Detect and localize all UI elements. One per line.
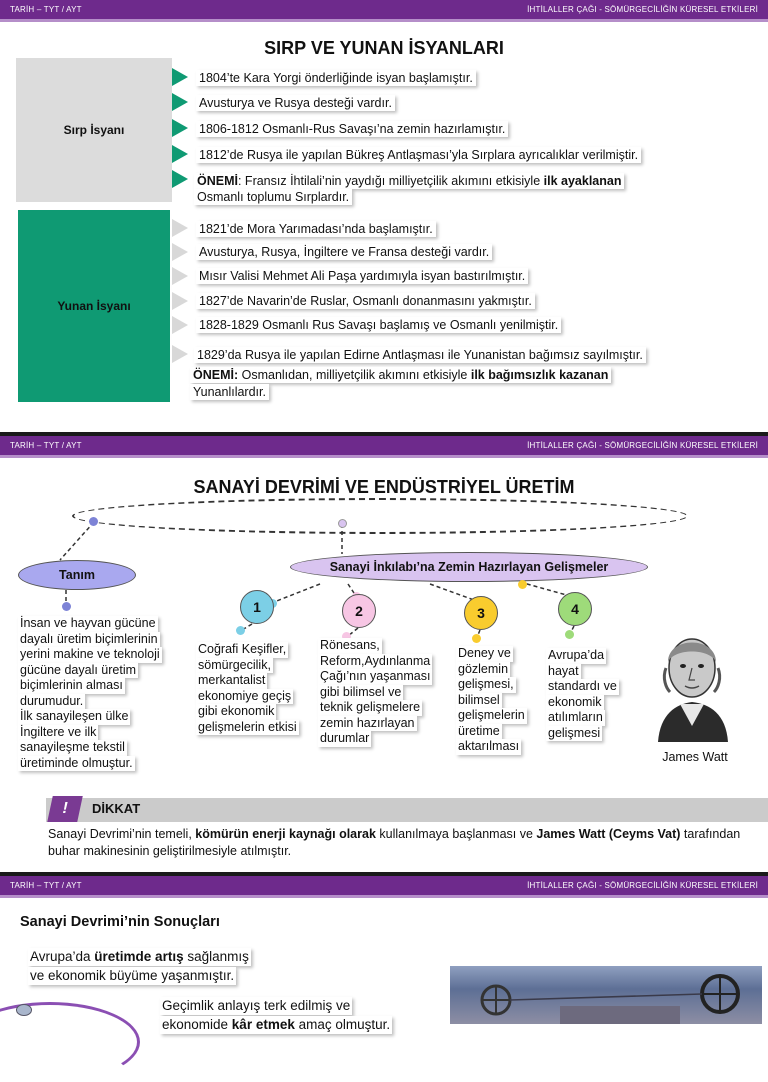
text-line: İnsan ve hayvan gücüne [20, 616, 156, 630]
arrow-icon [172, 292, 188, 310]
arrow-icon [172, 119, 188, 137]
sirp-item-4: 1812’de Rusya ile yapılan Bükreş Antlaşması’yla Sırplara ayrıcalıklar verilmiştir. [196, 147, 641, 163]
yunan-label: Yunan İsyanı [57, 299, 131, 313]
text-part: amaç olmuştur. [294, 1017, 391, 1032]
num-circle-4: 4 [558, 592, 592, 626]
sirp-item-2: Avusturya ve Rusya desteği vardır. [196, 95, 395, 111]
num-circle-1: 1 [240, 590, 274, 624]
text-line: Çağı’nın yaşanması [320, 669, 431, 683]
dot-marker [89, 517, 98, 526]
header-unit: İHTİLALLER ÇAĞI - SÖMÜRGECİLİĞİN KÜRESEL ETKİLERİ [527, 881, 758, 890]
yunan-item-2: Avusturya, Rusya, İngiltere ve Fransa desteği vardır. [196, 244, 492, 260]
text-line: yerini makine ve teknoloji [20, 647, 160, 661]
text-line: İngiltere ve ilk [20, 724, 97, 739]
tanim-oval [18, 560, 136, 590]
text-part: sağlanmış [183, 949, 249, 964]
sirp-box [16, 58, 172, 202]
arrow-icon [172, 243, 188, 261]
text-line: İlk sanayileşen ülke [20, 709, 129, 723]
text-line: üretime [458, 723, 500, 738]
arrow-icon [172, 316, 188, 334]
text-line: gelişmelerin etkisi [198, 719, 297, 734]
sonuc-2-line1: Geçimlik anlayış terk edilmiş ve [162, 998, 351, 1013]
text-line: sanayileşme tekstil [20, 740, 125, 754]
text-line: bilimsel [458, 692, 500, 707]
text-line: Deney ve [458, 646, 511, 660]
text-line: gelişmesi, [458, 677, 514, 691]
text-line: atılımların [548, 710, 603, 724]
yunan-item-5: 1828-1829 Osmanlı Rus Savaşı başlamış ve Osmanlı yenilmiştir. [196, 317, 561, 333]
text-line: gibi ekonomik [198, 704, 275, 718]
exclamation-icon [47, 796, 83, 822]
tanim-text [18, 616, 162, 771]
dikkat-bold: kömürün enerji kaynağı olarak [195, 827, 376, 841]
james-watt-portrait [640, 622, 744, 742]
text-bold: kâr etmek [231, 1017, 295, 1032]
arrow-icon [172, 170, 188, 188]
text-line: zemin hazırlayan [320, 715, 415, 730]
text-line: ekonomik [548, 694, 602, 709]
text-line: biçimlerinin alması [20, 678, 123, 692]
sonuc-1-line2: ve ekonomik büyüme yaşanmıştır. [30, 968, 235, 983]
arrow-icon [172, 68, 188, 86]
sirp-label: Sırp İsyanı [63, 123, 125, 137]
text-line: gelişmesi [548, 725, 601, 740]
slide2-title: SANAYİ DEVRİMİ VE ENDÜSTRİYEL ÜRETİM [193, 477, 575, 497]
dev1-text [196, 642, 299, 735]
text-line: Avrupa’da [548, 648, 605, 662]
text-line: merkantalist [198, 673, 266, 687]
dot-marker [565, 630, 574, 639]
yunan-onemi-bold: ilk bağımsızlık kazanan [470, 368, 609, 382]
yunan-onemi-line1 [190, 367, 611, 383]
dikkat-text-part: tarafından buhar makinesinin geliştirilmesiyle atılmıştır. [48, 827, 741, 858]
tanim-label: Tanım [59, 568, 95, 582]
text-line: durumlar [320, 731, 370, 745]
text-line: dayalı üretim biçimlerinin [20, 631, 158, 646]
dikkat-text-part: kullanılmaya başlanması ve [375, 827, 537, 841]
dot-marker [472, 634, 481, 643]
dot-marker [338, 519, 347, 528]
yunan-onemi-label: ÖNEMİ: [193, 368, 239, 382]
text-line: gözlemin [458, 661, 509, 676]
header-unit: İHTİLALLER ÇAĞI - SÖMÜRGECİLİĞİN KÜRESEL ETKİLERİ [527, 441, 758, 450]
sirp-onemi-bold: ilk ayaklanan [543, 174, 622, 188]
yunan-onemi-text: Osmanlıdan, milliyetçilik akımını etkisiyle [238, 368, 471, 382]
text-line: gibi bilimsel ve [320, 684, 402, 699]
sirp-onemi-line1 [194, 173, 624, 189]
dikkat-bar [46, 798, 768, 822]
factory-illustration [450, 966, 762, 1024]
text-bold: üretimde artış [94, 949, 184, 964]
text-line: hayat [548, 663, 579, 678]
slide3-title: Sanayi Devrimi’nin Sonuçları [20, 914, 220, 930]
sirp-onemi-text: : Fransız İhtilali’nin yaydığı milliyetçilik akımını etkisiyle [237, 174, 544, 188]
text-line: gücüne dayalı üretim [20, 662, 137, 677]
text-line: Reform,Aydınlanma [320, 653, 431, 668]
header-subject: TARİH – TYT / AYT [10, 5, 82, 14]
dot-marker [236, 626, 245, 635]
timeline-dot [16, 1004, 32, 1016]
yunan-onemi-line2: Yunanlılardır. [190, 384, 269, 400]
yunan-item-6: 1829’da Rusya ile yapılan Edirne Antlaşması ile Yunanistan bağımsız sayılmıştır. [194, 347, 646, 363]
text-part: Avrupa’da [30, 949, 95, 964]
header-bar [0, 876, 768, 898]
text-line: standardı ve [548, 679, 617, 693]
num-circle-2: 2 [342, 594, 376, 628]
exclamation-glyph: ! [60, 800, 70, 817]
dot-marker [62, 602, 71, 611]
zemin-label: Sanayi İnkılabı’na Zemin Hazırlayan Gelişmeler [329, 560, 609, 574]
text-line: aktarılması [458, 739, 520, 753]
yunan-item-4: 1827’de Navarin’de Ruslar, Osmanlı donanmasını yakmıştır. [196, 293, 535, 309]
header-bar [0, 0, 768, 22]
text-line: Rönesans, [320, 638, 380, 652]
yunan-box [18, 210, 170, 402]
text-part: ekonomide [162, 1017, 232, 1032]
text-line: gelişmelerin [458, 708, 525, 722]
dev4-text [546, 648, 619, 741]
arrow-icon [172, 345, 188, 363]
sirp-item-1: 1804’te Kara Yorgi önderliğinde isyan başlamıştır. [196, 70, 476, 86]
dikkat-label: DİKKAT [92, 801, 141, 816]
header-subject: TARİH – TYT / AYT [10, 881, 82, 890]
dot-marker [518, 580, 527, 589]
dev2-text [318, 638, 432, 747]
slide1-title: SIRP VE YUNAN İSYANLARI [264, 38, 504, 58]
arrow-icon [172, 93, 188, 111]
arrow-icon [172, 219, 188, 237]
sirp-item-3: 1806-1812 Osmanlı-Rus Savaşı’na zemin hazırlamıştır. [196, 121, 508, 137]
num-circle-3: 3 [464, 596, 498, 630]
arrow-icon [172, 145, 188, 163]
text-line: durumudur. [20, 693, 84, 708]
machine-icon [450, 966, 762, 1024]
dikkat-bold: James Watt (Ceyms Vat) [536, 827, 681, 841]
header-unit: İHTİLALLER ÇAĞI - SÖMÜRGECİLİĞİN KÜRESEL ETKİLERİ [527, 5, 758, 14]
dikkat-text [48, 826, 764, 860]
text-line: üretiminde olmuştur. [20, 755, 133, 770]
portrait-caption: James Watt [662, 750, 728, 764]
yunan-item-3: Mısır Valisi Mehmet Ali Paşa yardımıyla isyan bastırılmıştır. [196, 268, 528, 284]
text-line: sömürgecilik, [198, 657, 271, 672]
zemin-oval [290, 552, 648, 582]
sirp-onemi-line2: Osmanlı toplumu Sırplardır. [194, 189, 352, 205]
text-line: teknik gelişmelere [320, 700, 421, 714]
sonuc-1-line1 [28, 948, 251, 966]
yunan-item-1: 1821’de Mora Yarımadası’nda başlamıştır. [196, 221, 436, 237]
header-subject: TARİH – TYT / AYT [10, 441, 82, 450]
text-line: ekonomiye geçiş [198, 688, 292, 703]
text-line: Coğrafi Keşifler, [198, 642, 287, 656]
dikkat-text-part: Sanayi Devrimi’nin temeli, [48, 827, 196, 841]
sonuc-2-line2 [160, 1016, 392, 1034]
dev3-text [456, 646, 527, 755]
sirp-onemi-label: ÖNEMİ [197, 174, 238, 188]
arrow-icon [172, 267, 188, 285]
